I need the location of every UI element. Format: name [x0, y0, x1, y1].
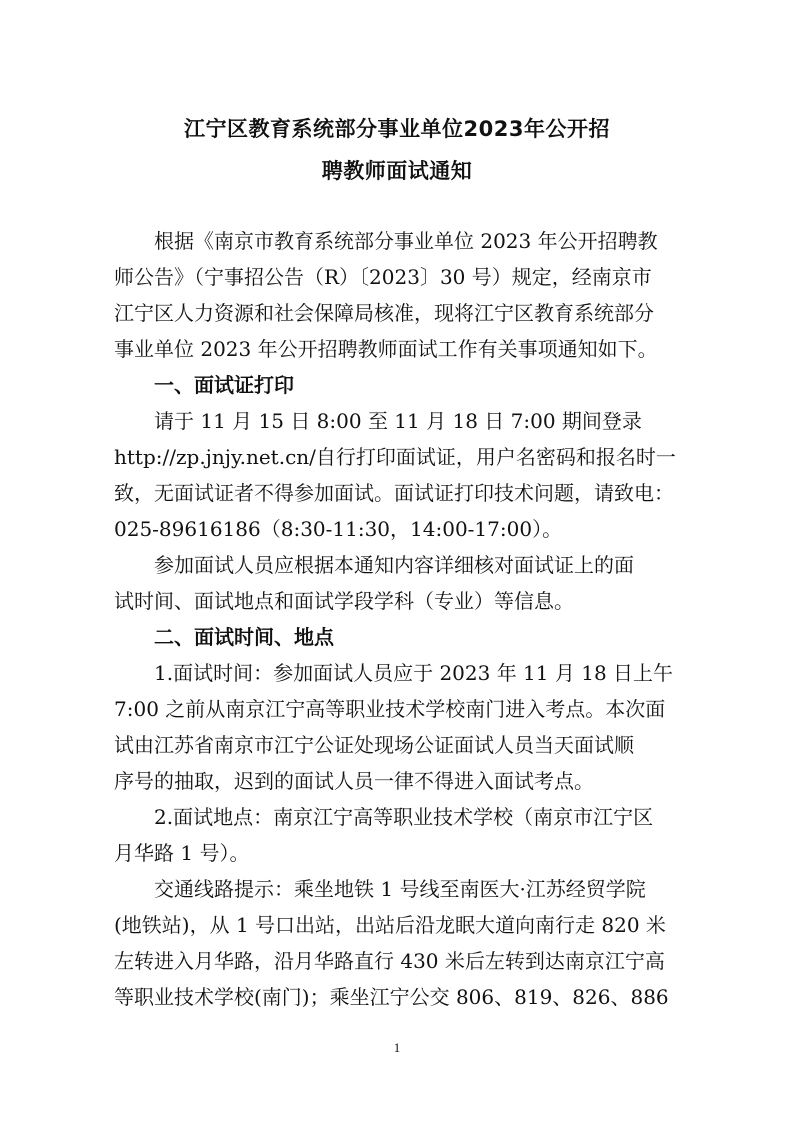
document-title-line-1: 江宁区教育系统部分事业单位2023年公开招 [184, 117, 610, 141]
paragraph-line: 7:00 之前从南京江宁高等职业技术学校南门进入考点。本次面 [114, 697, 666, 721]
paragraph-line: 试时间、面试地点和面试学段学科（专业）等信息。 [114, 589, 574, 613]
paragraph-line-url: http://zp.jnjy.net.cn/自行打印面试证，用户名密码和报名时一 [114, 445, 676, 469]
paragraph-line: 月华路 1 号）。 [114, 841, 250, 865]
paragraph-line: 1.面试时间：参加面试人员应于 2023 年 11 月 18 日上午 [154, 661, 674, 685]
paragraph-line: 致，无面试证者不得参加面试。面试证打印技术问题，请致电： [114, 481, 674, 505]
paragraph-line: 江宁区人力资源和社会保障局核准，现将江宁区教育系统部分 [114, 301, 654, 325]
paragraph-line: 师公告》（宁事招公告（R）〔2023〕30 号）规定，经南京市 [114, 265, 652, 289]
document-title-line-2: 聘教师面试通知 [321, 159, 473, 183]
paragraph-line: 请于 11 月 15 日 8:00 至 11 月 18 日 7:00 期间登录 [154, 409, 642, 433]
paragraph-line: 等职业技术学校(南门)；乘坐江宁公交 806、819、826、886 [114, 985, 669, 1009]
page-number: 1 [393, 1040, 401, 1055]
paragraph-line: (地铁站)，从 1 号口出站，出站后沿龙眠大道向南行走 820 米 [114, 913, 666, 937]
section-heading-1: 一、面试证打印 [154, 373, 294, 397]
paragraph-line: 事业单位 2023 年公开招聘教师面试工作有关事项通知如下。 [114, 337, 658, 361]
paragraph-line-phone: 025-89616186（8:30-11:30，14:00-17:00）。 [114, 517, 563, 541]
paragraph-line: 交通线路提示：乘坐地铁 1 号线至南医大·江苏经贸学院 [154, 877, 646, 901]
section-heading-2: 二、面试时间、地点 [154, 625, 334, 649]
paragraph-line: 参加面试人员应根据本通知内容详细核对面试证上的面 [154, 553, 634, 577]
paragraph-line: 2.面试地点：南京江宁高等职业技术学校（南京市江宁区 [154, 805, 654, 829]
paragraph-line: 根据《南京市教育系统部分事业单位 2023 年公开招聘教 [154, 229, 658, 253]
paragraph-line: 左转进入月华路，沿月华路直行 430 米后左转到达南京江宁高 [114, 949, 665, 973]
paragraph-line: 试由江苏省南京市江宁公证处现场公证面试人员当天面试顺 [114, 733, 634, 757]
paragraph-line: 序号的抽取，迟到的面试人员一律不得进入面试考点。 [114, 769, 594, 793]
